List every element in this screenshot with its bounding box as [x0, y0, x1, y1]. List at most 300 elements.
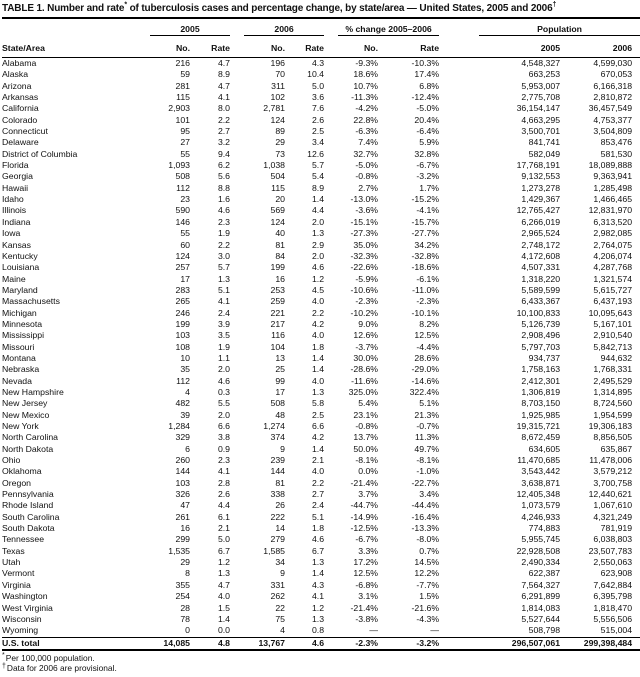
pct-change-rate: —	[430, 625, 440, 636]
pct-change-cases: -6.3%	[355, 126, 379, 137]
rate-2006: 4.2	[311, 432, 325, 443]
rate-2006: 1.4	[311, 194, 325, 205]
population-2006: 6,395,798	[593, 591, 633, 602]
pct-change-rate: -6.1%	[416, 273, 440, 284]
population-2005: 296,507,061	[479, 637, 560, 650]
rate-2005: 5.5	[217, 398, 231, 409]
pct-change-rate: -3.2%	[416, 171, 440, 182]
table-row	[2, 149, 640, 160]
population-2006: 4,206,074	[593, 250, 633, 261]
rate-2005: 4.7	[217, 80, 231, 91]
cases-2006: 115	[271, 182, 286, 193]
population-2005: 36,154,147	[516, 103, 561, 114]
spacer	[439, 568, 479, 579]
population-2005: 5,955,745	[521, 534, 561, 545]
spacer	[439, 478, 479, 489]
table-row	[2, 410, 640, 421]
rate-2006: 1.4	[311, 364, 325, 375]
state-name: Idaho	[2, 194, 24, 205]
cases-2006: 1,585	[263, 545, 286, 556]
rate-2006: 4.0	[311, 375, 325, 386]
rate-2005: 2.6	[217, 489, 231, 500]
cases-2005: 281	[175, 80, 190, 91]
population-2005: 841,741	[528, 137, 561, 148]
spacer	[230, 342, 244, 353]
pct-change-rate: 12.5%	[414, 330, 440, 341]
spacer	[230, 92, 244, 103]
pct-change-rate: -11.0%	[412, 284, 440, 295]
cases-2006: 17	[275, 386, 286, 397]
cases-2005: 4	[185, 386, 190, 397]
table-row	[2, 330, 640, 341]
total-row	[2, 637, 640, 650]
rate-2006: 1.8	[311, 341, 325, 352]
spacer	[230, 614, 244, 625]
column-header-cases-2005: No.	[150, 36, 190, 58]
pct-change-rate: 1.7%	[419, 182, 440, 193]
spacer	[324, 580, 338, 591]
rate-2006: 1.3	[311, 613, 325, 624]
population-2006: 7,642,884	[593, 579, 633, 590]
rate-2006: 2.5	[311, 126, 325, 137]
cases-2006: 89	[275, 126, 286, 137]
population-2006: 36,457,549	[588, 103, 633, 114]
population-2005: 9,132,553	[521, 171, 561, 182]
spacer	[230, 512, 244, 523]
spacer	[230, 103, 244, 114]
cases-2005: 59	[180, 69, 190, 80]
spacer	[230, 523, 244, 534]
spacer	[324, 614, 338, 625]
rate-2006: 2.4	[311, 500, 325, 511]
state-name: Oregon	[2, 477, 31, 488]
spacer	[230, 251, 244, 262]
spacer	[324, 149, 338, 160]
spacer	[324, 194, 338, 205]
rate-2005: 3.0	[217, 250, 231, 261]
spacer	[324, 432, 338, 443]
rate-2005: 4.1	[217, 296, 231, 307]
spacer	[439, 319, 479, 330]
cases-2006: 279	[270, 534, 286, 545]
rate-2006: 4.1	[311, 591, 325, 602]
population-2006: 4,599,030	[593, 58, 633, 68]
table-row	[2, 342, 640, 353]
spacer	[324, 103, 338, 114]
state-name: Virginia	[2, 579, 31, 590]
pct-change-cases: 3.7%	[358, 489, 379, 500]
pct-change-rate: -10.3%	[411, 58, 440, 68]
pct-change-cases: 50.0%	[353, 443, 379, 454]
spacer	[439, 534, 479, 545]
spacer	[324, 285, 338, 296]
pct-change-cases: 18.6%	[353, 69, 379, 80]
spacer	[439, 614, 479, 625]
state-name: Nebraska	[2, 364, 40, 375]
footnote-rate	[2, 653, 640, 664]
spacer	[324, 421, 338, 432]
spacer	[230, 637, 244, 650]
population-2005: 4,507,331	[521, 262, 561, 273]
rate-2005: 2.2	[217, 239, 231, 250]
cases-2005: 246	[175, 307, 190, 318]
population-2006: 5,167,101	[593, 318, 633, 329]
population-2005: 10,100,833	[516, 307, 561, 318]
spacer	[439, 398, 479, 409]
footnote-rate-text: Per 100,000 population.	[5, 652, 95, 663]
state-name: Missouri	[2, 341, 35, 352]
state-name: California	[2, 103, 39, 114]
spacer	[439, 160, 479, 171]
table-row	[2, 115, 640, 126]
rate-2006: 2.0	[311, 216, 325, 227]
spacer	[439, 296, 479, 307]
spacer	[230, 580, 244, 591]
footnote-provisional-text: Data for 2006 are provisional.	[6, 663, 117, 674]
table-row	[2, 296, 640, 307]
pct-change-cases: 13.7%	[353, 432, 379, 443]
rate-2005: 6.2	[217, 160, 231, 171]
pct-change-cases: 30.0%	[353, 352, 379, 363]
column-header-rate-2005: Rate	[190, 36, 230, 58]
column-header-population-2005: 2005	[479, 36, 560, 58]
population-2005: 2,775,708	[521, 92, 561, 103]
spacer	[230, 353, 244, 364]
table-row	[2, 160, 640, 171]
spacer	[439, 285, 479, 296]
pct-change-cases: 12.6%	[353, 330, 379, 341]
rate-2006: 4.0	[311, 466, 325, 477]
spacer	[324, 342, 338, 353]
population-2006: 781,919	[600, 523, 633, 534]
cases-2005: 1,284	[168, 421, 190, 431]
population-2005: 6,433,367	[521, 296, 561, 307]
cases-2005: 103	[175, 330, 190, 341]
spacer	[439, 432, 479, 443]
population-2006: 2,495,529	[593, 375, 633, 386]
rate-2006: 1.4	[311, 352, 325, 363]
spacer	[324, 296, 338, 307]
state-name: Texas	[2, 545, 25, 556]
cases-2006: 1,038	[263, 160, 286, 171]
population-2005: 2,748,172	[521, 239, 561, 250]
rate-2006: 1.2	[311, 273, 325, 284]
population-2006: 5,615,727	[593, 284, 633, 295]
pct-change-rate: -10.1%	[411, 307, 440, 318]
rate-2006: 8.9	[311, 182, 325, 193]
cases-2006: 29	[275, 137, 286, 148]
spacer	[230, 444, 244, 455]
population-2006: 1,321,574	[593, 273, 633, 284]
pct-change-rate: -15.7%	[411, 216, 440, 227]
spacer	[230, 330, 244, 341]
cases-2005: 254	[175, 591, 190, 602]
state-name: Louisiana	[2, 262, 40, 273]
header-spacer	[439, 36, 479, 58]
population-2006: 2,910,540	[593, 330, 633, 341]
spacer	[439, 421, 479, 432]
cases-2006: 75	[275, 613, 286, 624]
spacer	[230, 546, 244, 557]
state-name: Kansas	[2, 239, 31, 250]
cases-2006: 144	[270, 466, 286, 477]
population-2005: 1,306,819	[521, 386, 561, 397]
cases-2006: 25	[275, 364, 286, 375]
pct-change-rate: -3.2%	[378, 637, 439, 650]
cases-2006: 239	[270, 455, 286, 466]
rate-2005: 4.8	[190, 637, 230, 650]
population-2005: 5,126,739	[521, 318, 561, 329]
cases-2005: 95	[180, 126, 190, 137]
pct-change-cases: -10.2%	[350, 307, 379, 318]
state-name: New Mexico	[2, 409, 50, 420]
rate-2006: 1.2	[311, 602, 325, 613]
spacer	[230, 205, 244, 216]
table-row	[2, 591, 640, 602]
spacer	[439, 500, 479, 511]
state-name: North Dakota	[2, 443, 54, 454]
population-2005: 1,925,985	[521, 409, 561, 420]
spacer	[230, 69, 244, 80]
pct-change-rate: 34.2%	[414, 239, 440, 250]
pct-change-rate: 0.7%	[419, 545, 440, 556]
population-2006: 3,579,212	[593, 466, 633, 477]
pct-change-rate: 32.8%	[414, 148, 440, 159]
pct-change-rate: 5.9%	[419, 137, 440, 148]
spacer	[439, 523, 479, 534]
pct-change-rate: -1.0%	[416, 466, 440, 477]
pct-change-rate: 21.3%	[414, 409, 440, 420]
rate-2005: 1.3	[217, 568, 231, 579]
table-row	[2, 625, 640, 637]
pct-change-cases: -11.6%	[351, 375, 379, 386]
cases-2006: 34	[275, 557, 286, 568]
cases-2006: 124	[270, 216, 286, 227]
spacer	[230, 398, 244, 409]
population-2005: 1,758,163	[521, 364, 561, 375]
spacer	[230, 183, 244, 194]
population-2005: 4,172,608	[521, 250, 561, 261]
population-2006: 19,306,183	[588, 421, 633, 431]
population-2006: 1,067,610	[593, 500, 633, 511]
state-name: Mississippi	[2, 330, 44, 341]
cases-2006: 338	[270, 489, 286, 500]
table-row	[2, 274, 640, 285]
table-row	[2, 364, 640, 375]
population-2006: 2,764,075	[593, 239, 633, 250]
rate-2005: 4.6	[217, 205, 231, 216]
pct-change-cases: -12.5%	[350, 523, 379, 534]
spacer	[324, 330, 338, 341]
spacer	[439, 228, 479, 239]
provisional-footnote-marker: †	[552, 1, 557, 9]
cases-2005: 146	[175, 216, 190, 227]
spacer	[230, 171, 244, 182]
state-name: Wisconsin	[2, 613, 42, 624]
spacer	[324, 228, 338, 239]
population-2005: 19,315,721	[516, 421, 561, 431]
state-name: Illinois	[2, 205, 27, 216]
spacer	[324, 410, 338, 421]
state-name: District of Columbia	[2, 148, 78, 159]
table-row	[2, 523, 640, 534]
cases-2006: 259	[270, 296, 286, 307]
population-2005: 582,049	[528, 148, 561, 159]
pct-change-cases: 5.4%	[358, 398, 379, 409]
pct-change-rate: 3.4%	[419, 489, 440, 500]
asterisk-marker: *	[2, 652, 5, 660]
spacer	[324, 81, 338, 92]
pct-change-cases: -15.1%	[350, 216, 379, 227]
population-2006: 5,842,713	[593, 341, 633, 352]
rate-2005: 1.4	[217, 613, 231, 624]
cases-2005: 326	[175, 489, 190, 500]
state-name: North Carolina	[2, 432, 59, 443]
table-row	[2, 240, 640, 251]
spacer	[324, 637, 338, 650]
cases-2005: 60	[180, 239, 190, 250]
cases-2005: 55	[180, 148, 190, 159]
pct-change-cases: -9.3%	[355, 58, 379, 68]
pct-change-cases: -4.2%	[355, 103, 379, 114]
pct-change-cases: -5.9%	[355, 273, 379, 284]
table-row	[2, 308, 640, 319]
rate-2006: 4.6	[311, 534, 325, 545]
column-header-population-2006: 2006	[560, 36, 640, 58]
rate-footnote-marker: *	[124, 1, 127, 9]
spacer	[230, 160, 244, 171]
table-row	[2, 194, 640, 205]
rate-2005: 2.0	[217, 409, 231, 420]
spacer	[324, 364, 338, 375]
rate-2006: 4.6	[285, 637, 324, 650]
population-2005: 12,405,348	[516, 489, 561, 500]
table-row	[2, 58, 640, 70]
table-row	[2, 398, 640, 409]
spacer	[439, 330, 479, 341]
spacer	[439, 92, 479, 103]
table-row	[2, 183, 640, 194]
rate-2005: 9.4	[217, 148, 231, 159]
cases-2005: 329	[175, 432, 190, 443]
population-2005: 774,883	[528, 523, 561, 534]
pct-change-cases: 9.0%	[358, 318, 379, 329]
population-2005: 3,543,442	[521, 466, 561, 477]
pct-change-rate: -2.3%	[416, 296, 440, 307]
cases-2005: 39	[180, 409, 190, 420]
population-2005: 22,928,508	[516, 545, 561, 556]
spacer	[439, 342, 479, 353]
spacer	[324, 183, 338, 194]
rate-2005: 2.4	[217, 307, 231, 318]
cases-2006: 22	[275, 602, 286, 613]
population-2006: 6,313,520	[593, 216, 633, 227]
pct-change-rate: -18.6%	[411, 262, 440, 273]
spacer	[230, 285, 244, 296]
rate-2006: 4.4	[311, 205, 325, 216]
state-name: New Hampshire	[2, 386, 64, 397]
spacer	[439, 262, 479, 273]
table-row	[2, 455, 640, 466]
cases-2006: 199	[270, 262, 286, 273]
rate-2005: 4.4	[217, 500, 231, 511]
rate-2006: 10.4	[307, 69, 325, 80]
state-name: Arkansas	[2, 92, 39, 103]
rate-2006: 5.8	[311, 398, 325, 409]
pct-change-cases: -13.0%	[350, 194, 379, 205]
population-2006: 3,700,758	[593, 477, 633, 488]
population-2005: 12,765,427	[516, 205, 561, 216]
spacer	[230, 500, 244, 511]
spacer	[230, 603, 244, 614]
spacer	[439, 466, 479, 477]
population-2006: 9,363,941	[593, 171, 633, 182]
state-name: Wyoming	[2, 625, 39, 636]
cases-2006: 73	[275, 148, 286, 159]
pct-change-cases: -22.6%	[350, 262, 379, 273]
spacer	[439, 512, 479, 523]
table-row	[2, 205, 640, 216]
pct-change-cases: -2.3%	[338, 637, 378, 650]
population-2005: 634,605	[528, 443, 561, 454]
spacer	[230, 58, 244, 70]
population-2005: 934,737	[528, 352, 561, 363]
cases-2006: 104	[270, 341, 286, 352]
state-name: Pennsylvania	[2, 489, 54, 500]
table-row	[2, 171, 640, 182]
spacer	[439, 591, 479, 602]
spacer	[230, 568, 244, 579]
rate-2006: 6.7	[311, 545, 325, 556]
cases-2006: 508	[270, 398, 286, 409]
spacer	[439, 81, 479, 92]
spacer	[439, 603, 479, 614]
cases-2006: 331	[270, 579, 286, 590]
rate-2005: 4.6	[217, 375, 231, 386]
pct-change-rate: -16.4%	[411, 511, 440, 522]
spacer	[439, 410, 479, 421]
state-name: Nevada	[2, 375, 32, 386]
spacer	[439, 489, 479, 500]
rate-2006: 4.6	[311, 262, 325, 273]
pct-change-cases: -11.3%	[351, 92, 379, 103]
spacer	[230, 240, 244, 251]
pct-change-rate: -5.0%	[416, 103, 440, 114]
cases-2005: 28	[180, 602, 190, 613]
state-name: Delaware	[2, 137, 39, 148]
rate-2005: 4.1	[217, 466, 231, 477]
spacer	[230, 274, 244, 285]
pct-change-rate: -4.1%	[416, 205, 440, 216]
population-2005: 6,291,899	[521, 591, 561, 602]
population-2005: 1,273,278	[521, 182, 561, 193]
population-2006: 1,954,599	[593, 409, 633, 420]
pct-change-rate: -8.1%	[416, 455, 440, 466]
pct-change-rate: -27.7%	[411, 228, 440, 239]
rate-2006: 5.0	[311, 80, 325, 91]
pct-change-cases: 7.4%	[358, 137, 379, 148]
pct-change-rate: 12.2%	[414, 568, 440, 579]
pct-change-cases: 2.7%	[358, 182, 379, 193]
table-row	[2, 217, 640, 228]
spacer	[230, 421, 244, 432]
spacer	[324, 353, 338, 364]
spacer	[324, 251, 338, 262]
cases-2005: 35	[180, 364, 190, 375]
population-2005: 7,564,327	[521, 579, 561, 590]
cases-2005: 115	[176, 92, 190, 103]
pct-change-cases: -8.1%	[355, 455, 379, 466]
